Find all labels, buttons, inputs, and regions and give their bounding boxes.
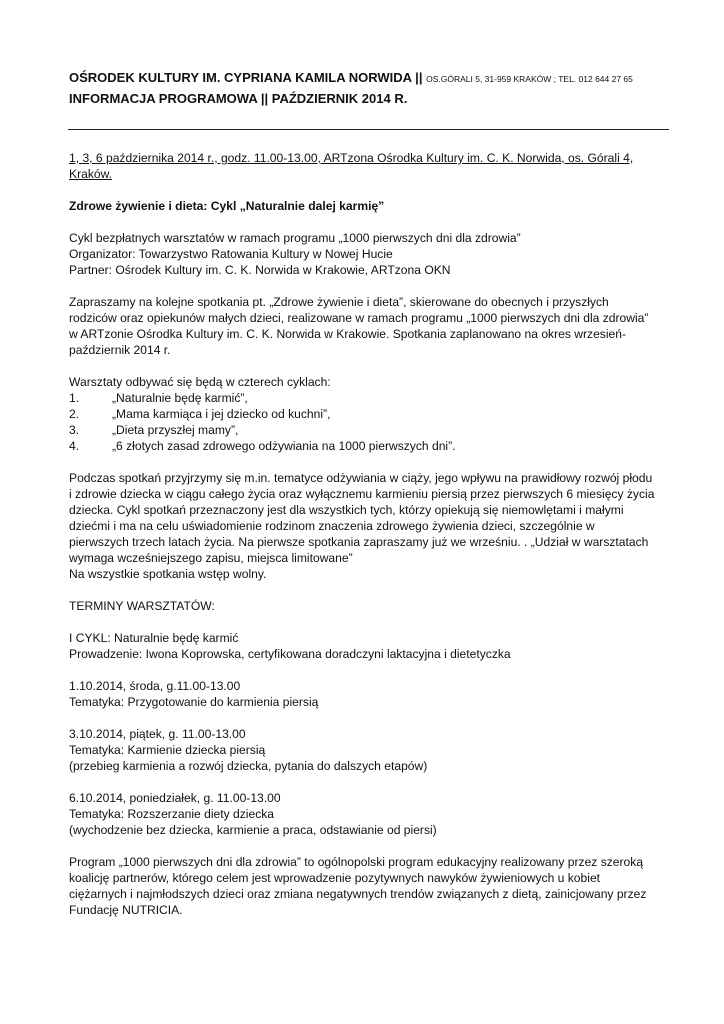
session-note: (przebieg karmienia a rozwój dziecka, pytania do dalszych etapów) bbox=[69, 759, 428, 773]
cycle-1-title: I CYKL: Naturalnie będę karmić bbox=[69, 631, 239, 645]
event-meta-line: Cykl bezpłatnych warsztatów w ramach programu „1000 pierwszych dni dla zdrowia” bbox=[69, 231, 521, 245]
list-item-text: „Naturalnie będę karmić”, bbox=[112, 391, 248, 405]
event-title: Zdrowe żywienie i dieta: Cykl „Naturalnie dalej karmię” bbox=[69, 199, 385, 213]
header-line-2: INFORMACJA PROGRAMOWA || PAŹDZIERNIK 2014 R. bbox=[69, 91, 408, 106]
cycle-1-host: Prowadzenie: Iwona Koprowska, certyfikowana doradczyni laktacyjna i dietetyczka bbox=[69, 647, 511, 661]
event-date-line: 1, 3, 6 października 2014 r., godz. 11.00-13.00, ARTzona Ośrodka Kultury im. C. K. Norwida, os. Górali 4, Kraków. bbox=[69, 151, 634, 181]
list-item-number: 4. bbox=[69, 439, 80, 453]
institution-address: OS.GÓRALI 5, 31-959 KRAKÓW ; TEL. 012 644 27 65 bbox=[426, 74, 633, 84]
document-body bbox=[69, 150, 655, 918]
list-item-text: „Mama karmiąca i jej dziecko od kuchni”, bbox=[112, 407, 331, 421]
session-date: 3.10.2014, piątek, g. 11.00-13.00 bbox=[69, 727, 246, 741]
session-block bbox=[69, 678, 655, 710]
session-date: 6.10.2014, poniedziałek, g. 11.00-13.00 bbox=[69, 791, 281, 805]
header-divider bbox=[68, 129, 669, 130]
cycles-list bbox=[69, 390, 655, 454]
list-item-text: „Dieta przyszłej mamy”, bbox=[112, 423, 239, 437]
header-line-1 bbox=[69, 68, 655, 89]
list-item bbox=[69, 390, 655, 406]
terms-heading: TERMINY WARSZTATÓW: bbox=[69, 599, 215, 613]
cycles-intro: Warsztaty odbywać się będą w czterech cyklach: bbox=[69, 375, 331, 389]
event-description: Podczas spotkań przyjrzymy się m.in. tematyce odżywiania w ciąży, jego wpływu na prawidłowy rozwój płodu i zdrowie dziecka w ciągu całego życia oraz wyłącznemu karmieniu piersią przez pierwszych 6 miesięcy życia dziecka. Cykl spotkań przeznaczony jest dla wszystkich tych, którzy opiekują się niemowlętami i małymi dziećmi i ma na celu uświadomienie rodzinom znaczenia zdrowego żywienia dzieci, szczególnie w pierwszych trzech latach życia. Na pierwsze spotkania zapraszamy już we wrześniu. . „Udział w warsztatach wymaga wcześniejszego zapisu, miejsca limitowane” bbox=[69, 471, 655, 565]
session-block bbox=[69, 790, 655, 838]
list-item bbox=[69, 438, 655, 454]
event-meta bbox=[69, 230, 655, 278]
session-topic: Tematyka: Rozszerzanie diety dziecka bbox=[69, 807, 275, 821]
program-note: Program „1000 pierwszych dni dla zdrowia” to ogólnopolski program edukacyjny realizowany przez szeroką koalicję partnerów, którego celem jest wprowadzenie pozytywnych nawyków żywieniowych u kobiet ciężarnych i najmłodszych dzieci oraz zmiana negatywnych trendów związanych z dietą, zainicjowany przez Fundację NUTRICIA. bbox=[69, 855, 647, 917]
list-item bbox=[69, 406, 655, 422]
list-item-number: 3. bbox=[69, 423, 80, 437]
session-topic: Tematyka: Karmienie dziecka piersią bbox=[69, 743, 266, 757]
session-date: 1.10.2014, środa, g.11.00-13.00 bbox=[69, 679, 241, 693]
list-item-text: „6 złotych zasad zdrowego odżywiania na 1000 pierwszych dni”. bbox=[112, 439, 456, 453]
list-item-number: 1. bbox=[69, 391, 80, 405]
event-meta-line: Partner: Ośrodek Kultury im. C. K. Norwida w Krakowie, ARTzona OKN bbox=[69, 263, 451, 277]
event-intro: Zapraszamy na kolejne spotkania pt. „Zdrowe żywienie i dieta”, skierowane do obecnych i przyszłych rodziców oraz opiekunów małych dzieci, realizowane w ramach programu „1000 pierwszych dni dla zdrowia” w ARTzonie Ośrodka Kultury im. C. K. Norwida w Krakowie. Spotkania zaplanowano na okres wrzesień-październik 2014 r. bbox=[69, 295, 649, 357]
event-meta-line: Organizator: Towarzystwo Ratowania Kultury w Nowej Hucie bbox=[69, 247, 393, 261]
session-topic: Tematyka: Przygotowanie do karmienia piersią bbox=[69, 695, 319, 709]
institution-name: OŚRODEK KULTURY IM. CYPRIANA KAMILA NORWIDA || bbox=[69, 70, 423, 85]
session-block bbox=[69, 726, 655, 774]
session-note: (wychodzenie bez dziecka, karmienie a praca, odstawianie od piersi) bbox=[69, 823, 437, 837]
free-entry-note: Na wszystkie spotkania wstęp wolny. bbox=[69, 567, 267, 581]
list-item bbox=[69, 422, 655, 438]
list-item-number: 2. bbox=[69, 407, 80, 421]
cycle-1-block bbox=[69, 630, 655, 662]
